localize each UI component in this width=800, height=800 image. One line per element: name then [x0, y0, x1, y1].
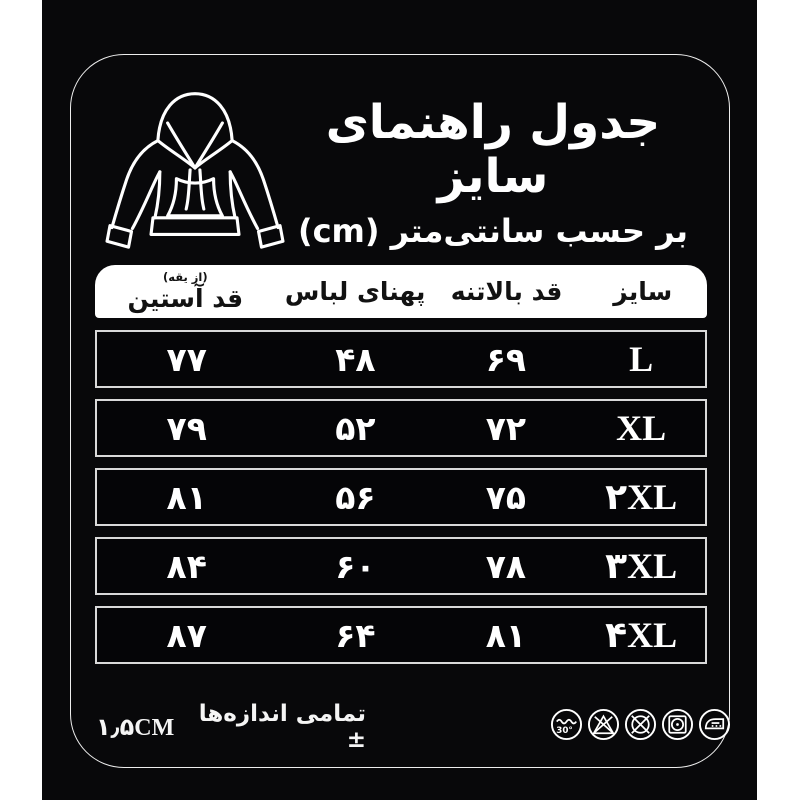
size-cell: ۴XL: [605, 615, 678, 655]
column-body-length: قد بالاتنه: [450, 277, 563, 306]
iron-icon: [698, 708, 731, 741]
sleeve-length-cell: ۸۴: [166, 546, 207, 586]
sleeve-length-label: قد آستین: [127, 283, 244, 313]
column-size: سایز: [613, 277, 673, 306]
do-not-dry-clean-icon: [624, 708, 657, 741]
body-length-cell: ۷۲: [485, 408, 527, 448]
table-row: [95, 537, 707, 595]
body-length-cell: ۷۵: [485, 477, 527, 517]
size-table-body: [95, 330, 707, 675]
size-cell: L: [629, 339, 654, 379]
tolerance-text: تمامی اندازه‌ها ±: [198, 701, 366, 753]
table-row: [95, 399, 707, 457]
table-row: [95, 330, 707, 388]
sleeve-from-collar-note: (از یقه): [162, 270, 208, 285]
do-not-bleach-icon: [587, 708, 620, 741]
garment-width-cell: ۶۰: [335, 546, 376, 586]
body-length-cell: ۶۹: [485, 339, 527, 379]
table-row: [95, 468, 707, 526]
body-length-cell: ۷۸: [485, 546, 527, 586]
size-cell: ۳XL: [605, 546, 678, 586]
garment-width-cell: ۵۲: [335, 408, 376, 448]
sleeve-length-cell: ۷۷: [166, 339, 207, 379]
size-table-header: [95, 265, 707, 318]
size-cell: ۲XL: [605, 477, 678, 517]
column-sleeve-length: [95, 272, 276, 311]
sleeve-length-cell: ۸۱: [166, 477, 207, 517]
tolerance-value: ۱٫۵CM: [96, 714, 175, 741]
page-title: جدول راهنمای سایز: [325, 95, 661, 205]
garment-width-cell: ۵۶: [335, 477, 376, 517]
care-icons-group: [550, 708, 731, 741]
garment-width-cell: ۴۸: [335, 339, 376, 379]
tumble-dry-icon: [661, 708, 694, 741]
column-garment-width: پهنای لباس: [284, 277, 426, 306]
body-length-cell: ۸۱: [485, 615, 527, 655]
sleeve-length-cell: ۷۹: [166, 408, 207, 448]
tolerance-note: [96, 701, 366, 753]
wash-temp-label: 30°: [556, 726, 573, 737]
garment-width-cell: ۶۴: [335, 615, 376, 655]
hoodie-icon: [96, 80, 294, 252]
page-subtitle: بر حسب سانتی‌متر (cm): [297, 212, 689, 251]
size-cell: XL: [616, 408, 667, 448]
wash-30-icon: [550, 708, 583, 741]
sleeve-length-cell: ۸۷: [166, 615, 207, 655]
title-block: [292, 96, 694, 250]
table-row: [95, 606, 707, 664]
